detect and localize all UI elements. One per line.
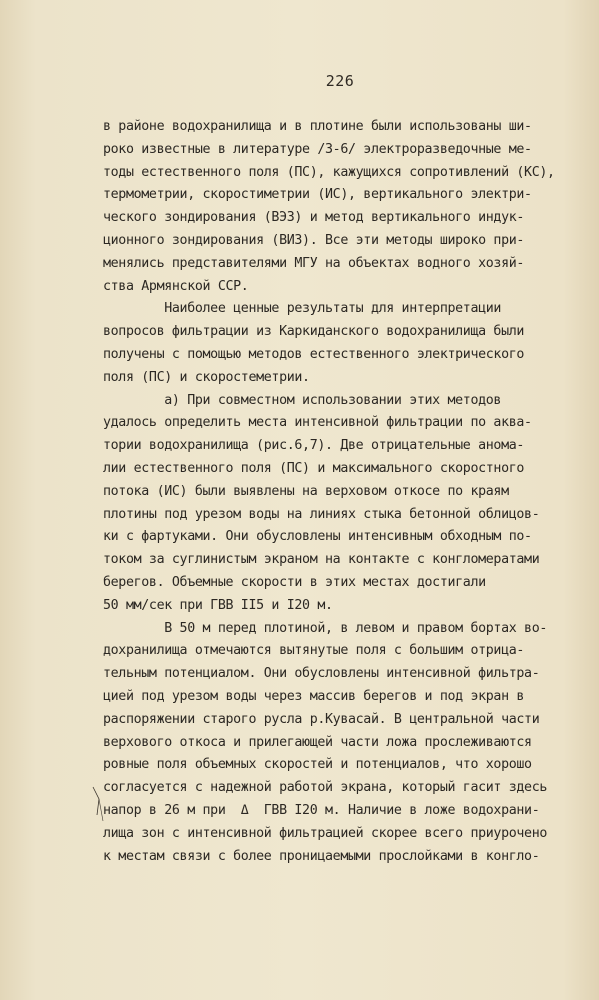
- body-text: [103, 116, 597, 868]
- handwritten-mark: [90, 785, 110, 825]
- text-line: согласуется с надежной работой экрана, который гасит здесь: [103, 780, 548, 796]
- text-line: а) При совместном использовании этих методов: [103, 392, 502, 408]
- text-line: лища зон с интенсивной фильтрацией скорее всего приурочено: [103, 825, 548, 841]
- text-line: тельным потенциалом. Они обусловлены интенсивной фильтра-: [103, 666, 540, 682]
- text-line: ческого зондирования (ВЭЗ) и метод вертикального индук-: [103, 210, 525, 226]
- text-line: потока (ИС) были выявлены на верховом откосе по краям: [103, 483, 509, 499]
- text-line: верхового откоса и прилегающей части ложа прослеживаются: [103, 734, 532, 750]
- text-line: термометрии, скоростиметрии (ИС), вертикального электри-: [103, 187, 532, 203]
- text-line: берегов. Объемные скорости в этих местах достигали: [103, 574, 486, 590]
- text-line: Наиболее ценные результаты для интерпретации: [103, 301, 502, 317]
- text-line: ства Армянской ССР.: [103, 278, 249, 294]
- text-line: дохранилища отмечаются вытянутые поля с большим отрица-: [103, 643, 525, 659]
- text-line: к местам связи с более проницаемыми прослойками в конгло-: [103, 848, 540, 864]
- text-line: в районе водохранилища и в плотине были использованы ши-: [103, 119, 532, 134]
- text-line: В 50 м перед плотиной, в левом и правом бортах во-: [103, 620, 548, 636]
- text-line: вопросов фильтрации из Каркиданского водохранилища были: [103, 324, 525, 340]
- text-line: цией под урезом воды через массив берегов и под экран в: [103, 688, 525, 704]
- text-line: ки с фартуками. Они обусловлены интенсивным обходным по-: [103, 529, 532, 545]
- text-line: 50 мм/сек при ГВВ II5 и I20 м.: [103, 597, 333, 613]
- text-line: распоряжении старого русла р.Кувасай. В центральной части: [103, 711, 540, 727]
- text-line: тории водохранилища (рис.6,7). Две отрицательные анома-: [103, 438, 525, 454]
- text-line: менялись представителями МГУ на объектах водного хозяй-: [103, 255, 525, 271]
- text-line: напор в 26 м при Δ ГВВ I20 м. Наличие в ложе водохрани-: [103, 802, 540, 818]
- text-line: ровные поля объемных скоростей и потенциалов, что хорошо: [103, 757, 532, 773]
- text-line: получены с помощью методов естественного электрического: [103, 346, 525, 362]
- text-line: поля (ПС) и скоростеметрии.: [103, 369, 310, 385]
- text-line: ционного зондирования (ВИЗ). Все эти методы широко при-: [103, 232, 525, 248]
- page-number: 226: [325, 72, 355, 90]
- text-line: током за суглинистым экраном на контакте с конгломератами: [103, 552, 540, 568]
- text-line: тоды естественного поля (ПС), кажущихся сопротивлений (КС),: [103, 164, 555, 180]
- text-line: роко известные в литературе /3-6/ электроразведочные ме-: [103, 141, 532, 157]
- text-line: лии естественного поля (ПС) и максимального скоростного: [103, 460, 525, 476]
- text-line: удалось определить места интенсивной фильтрации по аква-: [103, 415, 532, 431]
- text-line: плотины под урезом воды на линиях стыка бетонной облицов-: [103, 506, 540, 522]
